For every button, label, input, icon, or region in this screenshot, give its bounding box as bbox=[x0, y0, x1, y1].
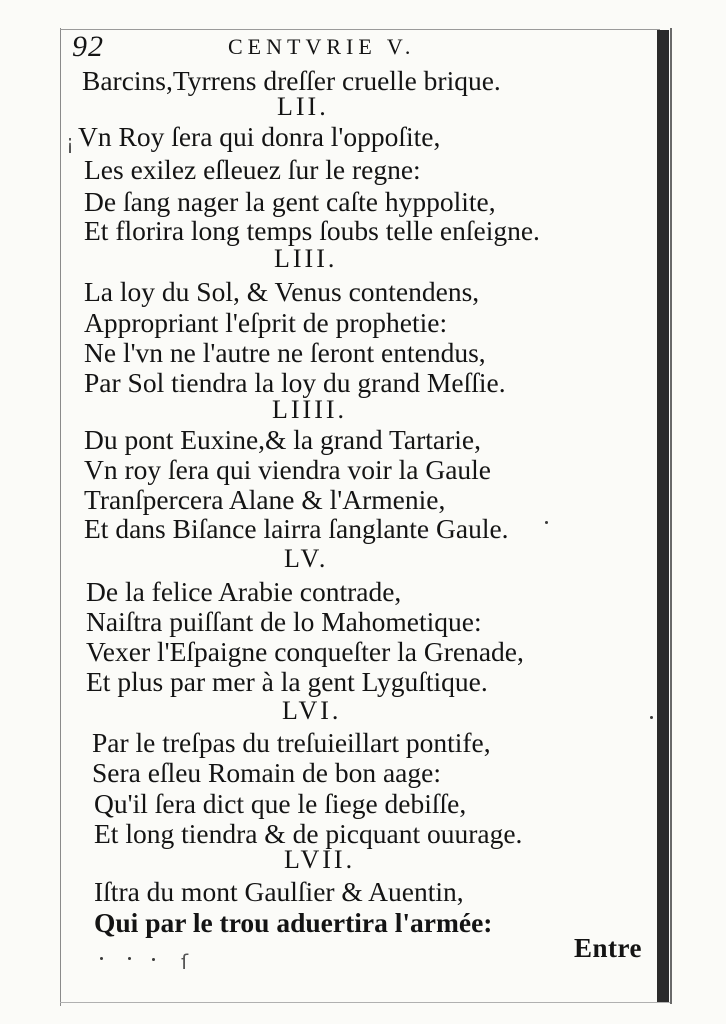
catchword: Entre bbox=[574, 933, 642, 963]
verse-line: Et plus par mer à la gent Lyguſtique. bbox=[86, 666, 488, 697]
verse-line: Et dans Biſance lairra ſanglante Gaule. bbox=[84, 513, 509, 544]
verse-line: De la felice Arabie contrade, bbox=[86, 576, 402, 607]
quatrain-number: LV. bbox=[284, 544, 329, 573]
page-binding-edge bbox=[657, 30, 669, 1002]
ink-speck bbox=[100, 957, 103, 960]
running-head bbox=[60, 30, 660, 63]
verse-line: Vexer l'Eſpaigne conqueſter la Grenade, bbox=[86, 636, 524, 667]
verse-line: Appropriant l'eſprit de prophetie: bbox=[84, 307, 448, 338]
page-number: 92 bbox=[72, 30, 104, 63]
verse-line: Iſtra du mont Gaulſier & Auentin, bbox=[94, 876, 464, 907]
verse-line: Barcins,Tyrrens dreſſer cruelle brique. bbox=[82, 65, 501, 96]
stray-mark: ſ bbox=[181, 950, 189, 974]
verse-line: Tranſpercera Alane & l'Armenie, bbox=[84, 484, 446, 515]
verse-line: Qui par le trou aduertira l'armée: bbox=[94, 907, 493, 938]
page-left-edge bbox=[60, 28, 61, 1006]
quatrain-number: LIII. bbox=[274, 244, 338, 273]
verse-line: Par Sol tiendra la loy du grand Meſſie. bbox=[84, 367, 506, 398]
verse-line: Naiſtra puiſſant de lo Mahometique: bbox=[86, 606, 482, 637]
verse-line: Vn Roy ſera qui donra l'oppoſite, bbox=[78, 121, 441, 152]
quatrain-number: LIIII. bbox=[272, 395, 348, 424]
verse-line: Par le treſpas du treſuieillart pontife, bbox=[92, 727, 491, 758]
ink-speck bbox=[152, 958, 155, 961]
ink-speck bbox=[545, 521, 548, 524]
page-bottom-edge bbox=[60, 1002, 670, 1003]
verse-line: Vn roy ſera qui viendra voir la Gaule bbox=[84, 454, 492, 485]
verse-line: Sera eſleu Romain de bon aage: bbox=[92, 757, 441, 788]
verse-line: Ne l'vn ne l'autre ne ſeront entendus, bbox=[84, 337, 486, 368]
ink-speck bbox=[650, 716, 653, 719]
running-head-title: CENTVRIE V. bbox=[228, 34, 416, 59]
verse-line: De ſang nager la gent caſte hyppolite, bbox=[84, 186, 496, 217]
verse-line: La loy du Sol, & Venus contendens, bbox=[84, 276, 480, 307]
verse-line: Et long tiendra & de picquant ouurage. bbox=[94, 818, 523, 849]
verse-line: Et florira long temps ſoubs telle enſeigne. bbox=[84, 215, 540, 246]
quatrain-number: LVII. bbox=[284, 845, 356, 874]
quatrain-number: LVI. bbox=[282, 696, 342, 725]
quatrain-number: LII. bbox=[277, 92, 329, 121]
ink-speck bbox=[128, 957, 131, 960]
verse-line: Du pont Euxine,& la grand Tartarie, bbox=[84, 424, 481, 455]
stray-mark: ¡ bbox=[66, 130, 75, 154]
verse-line: Qu'il ſera dict que le ſiege debiſſe, bbox=[94, 788, 467, 819]
verse-line: Les exilez eſleuez ſur le regne: bbox=[84, 154, 421, 185]
page-binding-shadow bbox=[670, 28, 672, 1004]
